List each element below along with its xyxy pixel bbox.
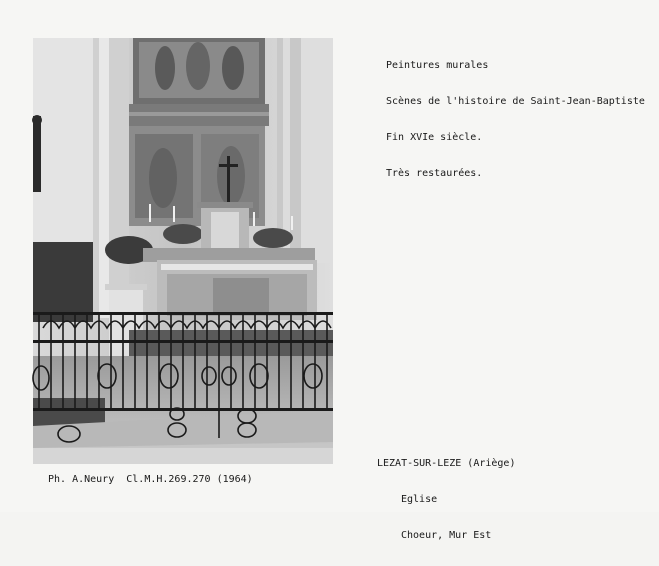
location-part: Choeur, Mur Est xyxy=(401,530,492,541)
altar-rail xyxy=(33,312,333,315)
description-line: Peintures murales xyxy=(386,60,489,71)
crucifix xyxy=(227,156,230,204)
left-column xyxy=(93,38,129,318)
description-line: Scènes de l'histoire de Saint-Jean-Baptiste xyxy=(386,96,645,107)
left-wall xyxy=(33,38,95,248)
description-block xyxy=(386,36,645,204)
location-town: LEZAT-SUR-LEZE (Ariège) xyxy=(377,458,516,469)
description-line: Très restaurées. xyxy=(386,168,483,179)
photo-credit: Ph. A.Neury Cl.M.H.269.270 (1964) xyxy=(48,474,253,485)
description-line: Fin XVIe siècle. xyxy=(386,132,483,143)
location-block xyxy=(377,434,515,566)
photo-illustration xyxy=(33,38,333,464)
church-choir-photograph xyxy=(33,38,333,464)
location-building: Eglise xyxy=(401,494,438,505)
altar-gradine xyxy=(143,248,315,262)
statue xyxy=(33,116,41,192)
